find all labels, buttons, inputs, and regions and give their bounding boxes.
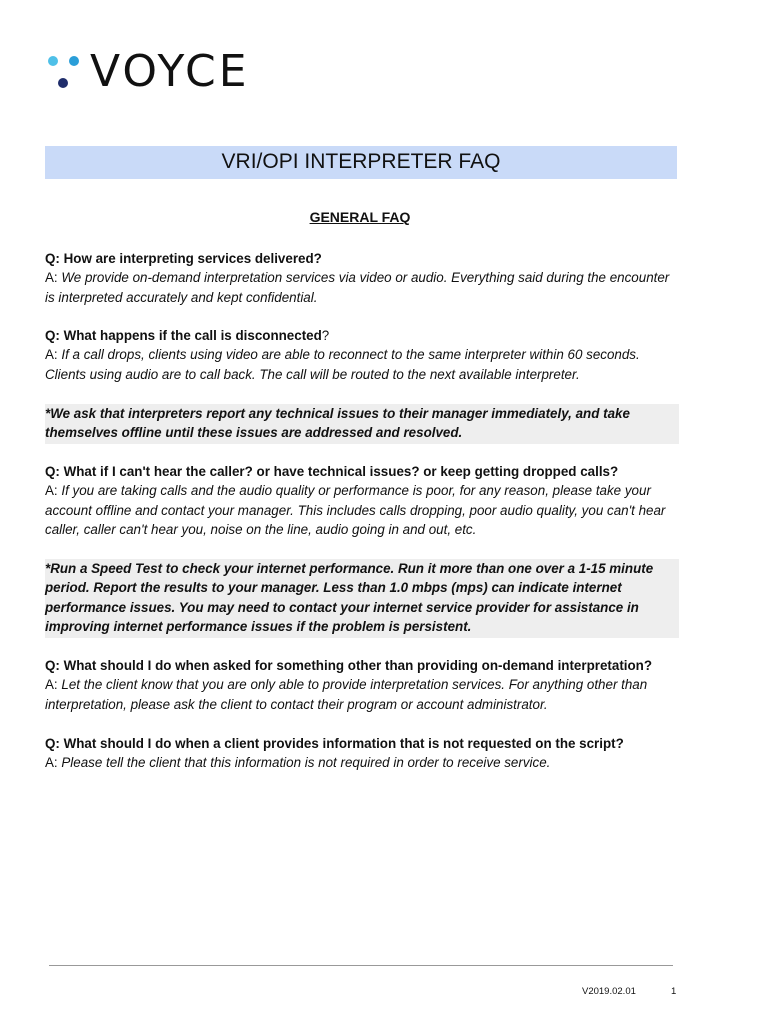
faq-answer: A: We provide on-demand interpretation services via video or audio. Everything said during the encounter is interpreted accurately and kept confidential. [45, 270, 670, 305]
footer-version: V2019.02.01 [582, 986, 636, 997]
technical-issues-note: *We ask that interpreters report any technical issues to their manager immediately, and take themselves offline until these issues are addressed and resolved. [45, 404, 679, 444]
faq-question: Q: How are interpreting services delivered? [45, 251, 322, 266]
faq-item-2 [45, 326, 677, 384]
faq-item-5 [45, 734, 677, 773]
faq-question: Q: What if I can't hear the caller? or have technical issues? or keep getting dropped calls? [45, 464, 619, 479]
voyce-logo [46, 46, 276, 97]
footer-divider [49, 965, 673, 966]
faq-answer: A: Please tell the client that this information is not required in order to receive service. [45, 755, 551, 771]
logo-wordmark: VOYCE [90, 46, 250, 97]
faq-question: Q: What should I do when a client provides information that is not requested on the script? [45, 736, 624, 751]
faq-answer: A: If you are taking calls and the audio quality or performance is poor, for any reason, please take your account offline and contact your manager. This includes calls dropping, poor audio quality, you can't hear caller, caller can't hear you, noise on the line, audio going in and out, etc. [45, 483, 666, 538]
logo-dot-light [48, 56, 58, 66]
faq-item-3 [45, 462, 677, 540]
logo-dot-dark [58, 78, 68, 88]
section-heading: GENERAL FAQ [309, 209, 411, 225]
page-number: 1 [671, 986, 677, 997]
logo-dot-mid [69, 56, 79, 66]
faq-item-4 [45, 656, 677, 714]
faq-answer: A: If a call drops, clients using video are able to reconnect to the same interpreter within 60 seconds. Clients using audio are to call back. The call will be routed to the next available interpreter. [45, 347, 640, 382]
faq-answer: A: Let the client know that you are only able to provide interpretation services. For anything other than interpretation, please ask the client to contact their program or account administrator. [45, 677, 648, 712]
page-title: VRI/OPI INTERPRETER FAQ [45, 146, 677, 179]
faq-question: Q: What should I do when asked for something other than providing on-demand interpretation? [45, 658, 653, 673]
faq-item-1 [45, 249, 677, 307]
faq-question: Q: What happens if the call is disconnected? [45, 328, 330, 343]
speed-test-note: *Run a Speed Test to check your internet performance. Run it more than one over a 1-15 minute period. Report the results to your manager. Less than 1.0 mbps (mps) can indicate internet performance issues. You may need to contact your internet service provider for assistance in improving internet performance issues if the problem is persistent. [45, 559, 679, 638]
